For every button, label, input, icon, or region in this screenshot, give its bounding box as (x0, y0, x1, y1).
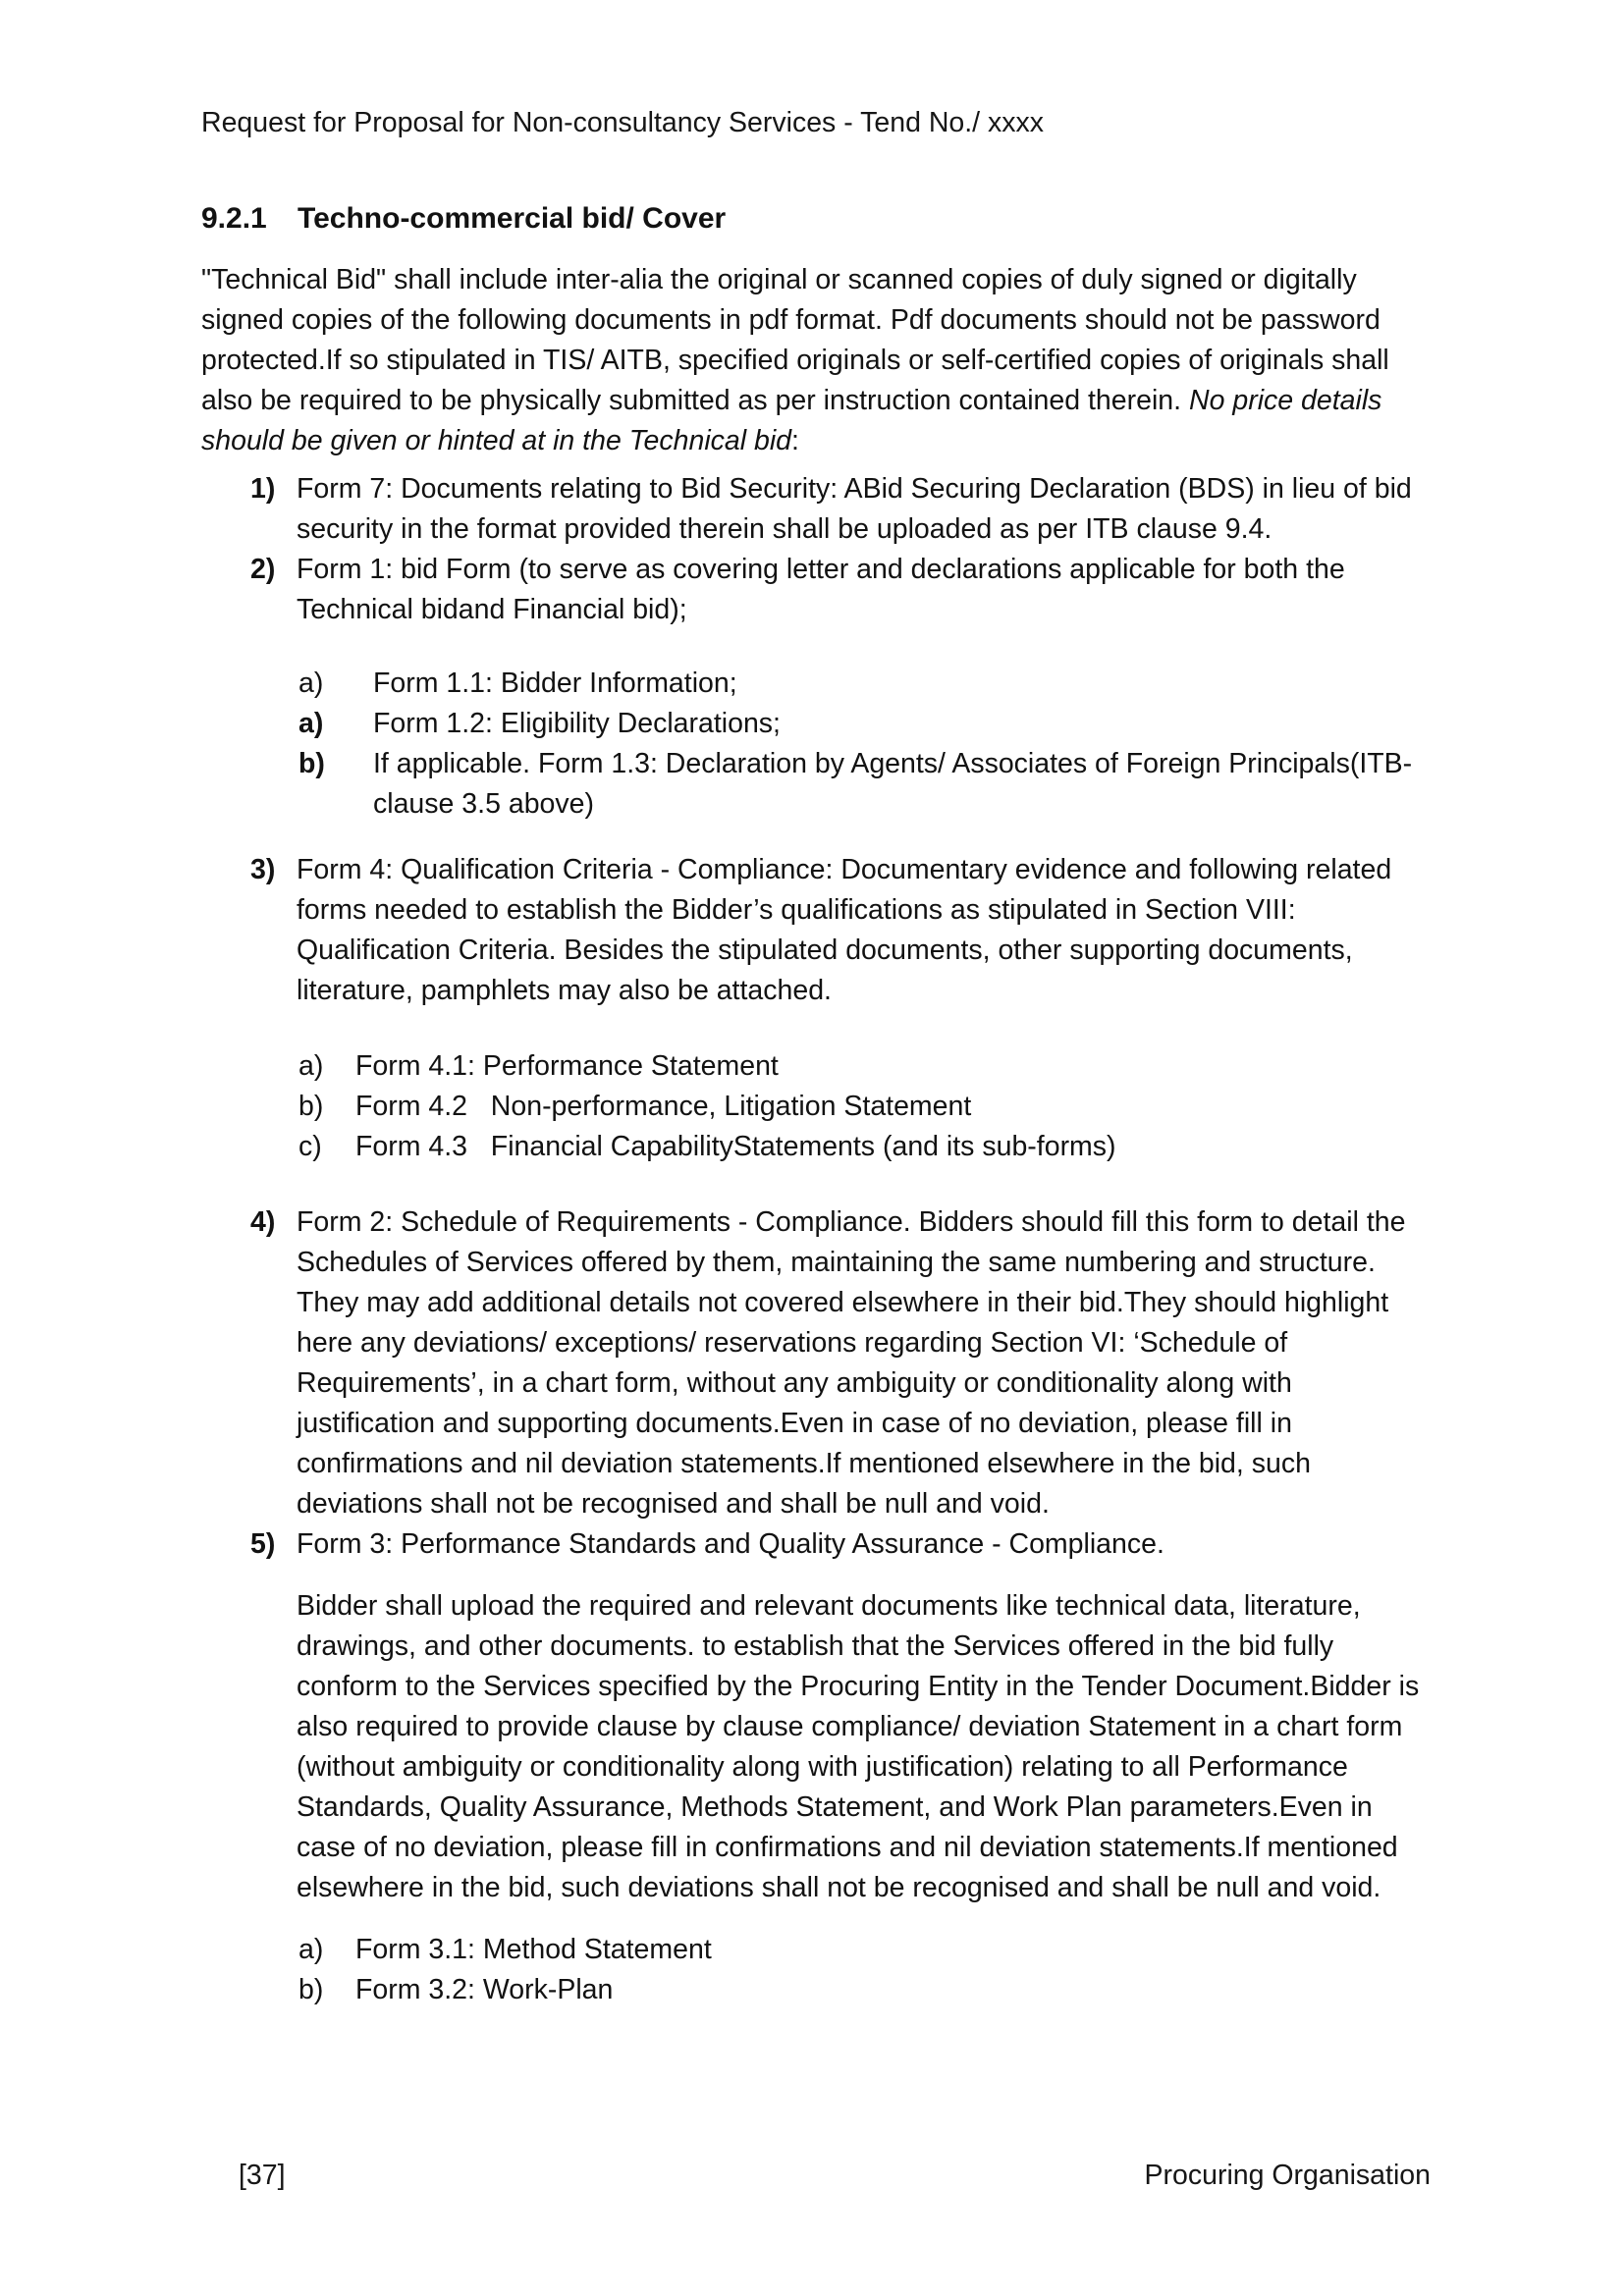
page-number: [37] (239, 2160, 286, 2191)
numbered-item-5 (201, 1524, 1432, 1565)
footer-organisation: Procuring Organisation (1144, 2160, 1431, 2191)
item-5-text: Form 3: Performance Standards and Quality Assurance - Compliance. (297, 1528, 1164, 1560)
form4-sublist-item (201, 1046, 1432, 1087)
section-title: Techno-commercial bid/ Cover (298, 202, 727, 235)
form4-item-a-marker: a) (298, 1050, 324, 1082)
page-content (201, 103, 1432, 2010)
form3-sublist (201, 1930, 1432, 2010)
intro-emphasis: No price details should be given or hinted at in the Technical bid (201, 385, 1390, 456)
form3-paragraph: Bidder shall upload the required and relevant documents like technical data, literature, drawings, and other documents. to establish that the Services offered in the bid fully conform to the Services specified by the Procuring Entity in the Tender Document.Bidder is also required to provide clause by clause compliance/ deviation Statement in a chart form (without ambiguity or conditionality along with justification) relating to all Performance Standards, Quality Assurance, Methods Statement, and Work Plan parameters.Even in case of no deviation, please fill in confirmations and nil deviation statements.If mentioned elsewhere in the bid, such deviations shall not be recognised and shall be null and void. (297, 1590, 1428, 1903)
numbered-item-4 (201, 1202, 1432, 1524)
item-5-marker: 5) (250, 1528, 276, 1560)
form1-item-a2-text: Form 1.2: Eligibility Declarations; (373, 708, 781, 739)
form1-item-a-text: Form 1.1: Bidder Information; (373, 667, 737, 699)
form1-sublist-item (201, 704, 1432, 744)
form1-item-a-marker: a) (298, 667, 324, 699)
numbered-item-3 (201, 850, 1432, 1011)
running-header: Request for Proposal for Non-consultancy Services - Tend No./ xxxx (201, 107, 1045, 138)
form4-sublist (201, 1046, 1432, 1167)
form3-sublist-item (201, 1930, 1432, 1970)
item-1-marker: 1) (250, 473, 276, 505)
intro-tail: : (791, 425, 799, 456)
form4-item-b-text: Form 4.2 Non-performance, Litigation Statement (355, 1091, 972, 1122)
intro-lead: "Technical Bid" shall include inter-alia the original or scanned copies of duly signed or digitally signed copies of the following documents in pdf format. Pdf documents should not be password protected.If so stipulated in TIS/ AITB, specified originals or self-certified copies of originals shall also be required to be physically submitted as per instruction contained therein. (201, 264, 1397, 416)
item-3-marker: 3) (250, 854, 276, 885)
form1-item-b-text: If applicable. Form 1.3: Declaration by Agents/ Associates of Foreign Principals(ITB- clause 3.5 above) (373, 748, 1421, 820)
item-1-text: Form 7: Documents relating to Bid Security: ABid Securing Declaration (BDS) in lieu of bid security in the format provided therein shall be uploaded as per ITB clause 9.4. (297, 473, 1420, 545)
item-2-marker: 2) (250, 554, 276, 585)
form3-item-a-text: Form 3.1: Method Statement (355, 1934, 712, 1965)
item-3-text: Form 4: Qualification Criteria - Compliance: Documentary evidence and following related forms needed to establish the Bidder’s qualifications as stipulated in Section VIII: Qualification Criteria. Besides the stipulated documents, other supporting documents, literature, pamphlets may also be attached. (297, 854, 1400, 1006)
page-footer (0, 2156, 1624, 2196)
numbered-item-2 (201, 550, 1432, 630)
item-2-text: Form 1: bid Form (to serve as covering letter and declarations applicable for both the Technical bidand Financial bid); (297, 554, 1353, 625)
form3-item-b-text: Form 3.2: Work-Plan (355, 1974, 614, 2005)
form4-sublist-item (201, 1087, 1432, 1127)
form1-item-b-marker: b) (298, 748, 325, 779)
item-4-text: Form 2: Schedule of Requirements - Compliance. Bidders should fill this form to detail the Schedules of Services offered by them, maintaining the same numbering and structure. They may add additional details not covered elsewhere in their bid.They should highlight here any deviations/ exceptions/ reservations regarding Section VI: ‘Schedule of Requirements’, in a chart form, without any ambiguity or conditionality along with justification and supporting documents.Even in case of no deviation, please fill in confirmations and nil deviation statements.If mentioned elsewhere in the bid, such deviations shall not be recognised and shall be null and void. (297, 1206, 1414, 1520)
form3-item-b-marker: b) (298, 1974, 324, 2005)
item-4-marker: 4) (250, 1206, 276, 1238)
section-heading (201, 198, 1432, 239)
form1-sublist-item (201, 664, 1432, 704)
form4-item-c-text: Form 4.3 Financial CapabilityStatements (and its sub-forms) (355, 1131, 1116, 1162)
form3-sublist-item (201, 1970, 1432, 2010)
section-number: 9.2.1 (201, 202, 267, 235)
form1-item-a2-marker: a) (298, 708, 324, 739)
form3-item-a-marker: a) (298, 1934, 324, 1965)
form1-sublist (201, 664, 1432, 825)
form4-item-a-text: Form 4.1: Performance Statement (355, 1050, 779, 1082)
form4-item-b-marker: b) (298, 1091, 324, 1122)
form4-item-c-marker: c) (298, 1131, 322, 1162)
form4-sublist-item (201, 1127, 1432, 1167)
form1-sublist-item (201, 744, 1432, 825)
intro-paragraph (201, 260, 1432, 461)
numbered-item-1 (201, 469, 1432, 550)
